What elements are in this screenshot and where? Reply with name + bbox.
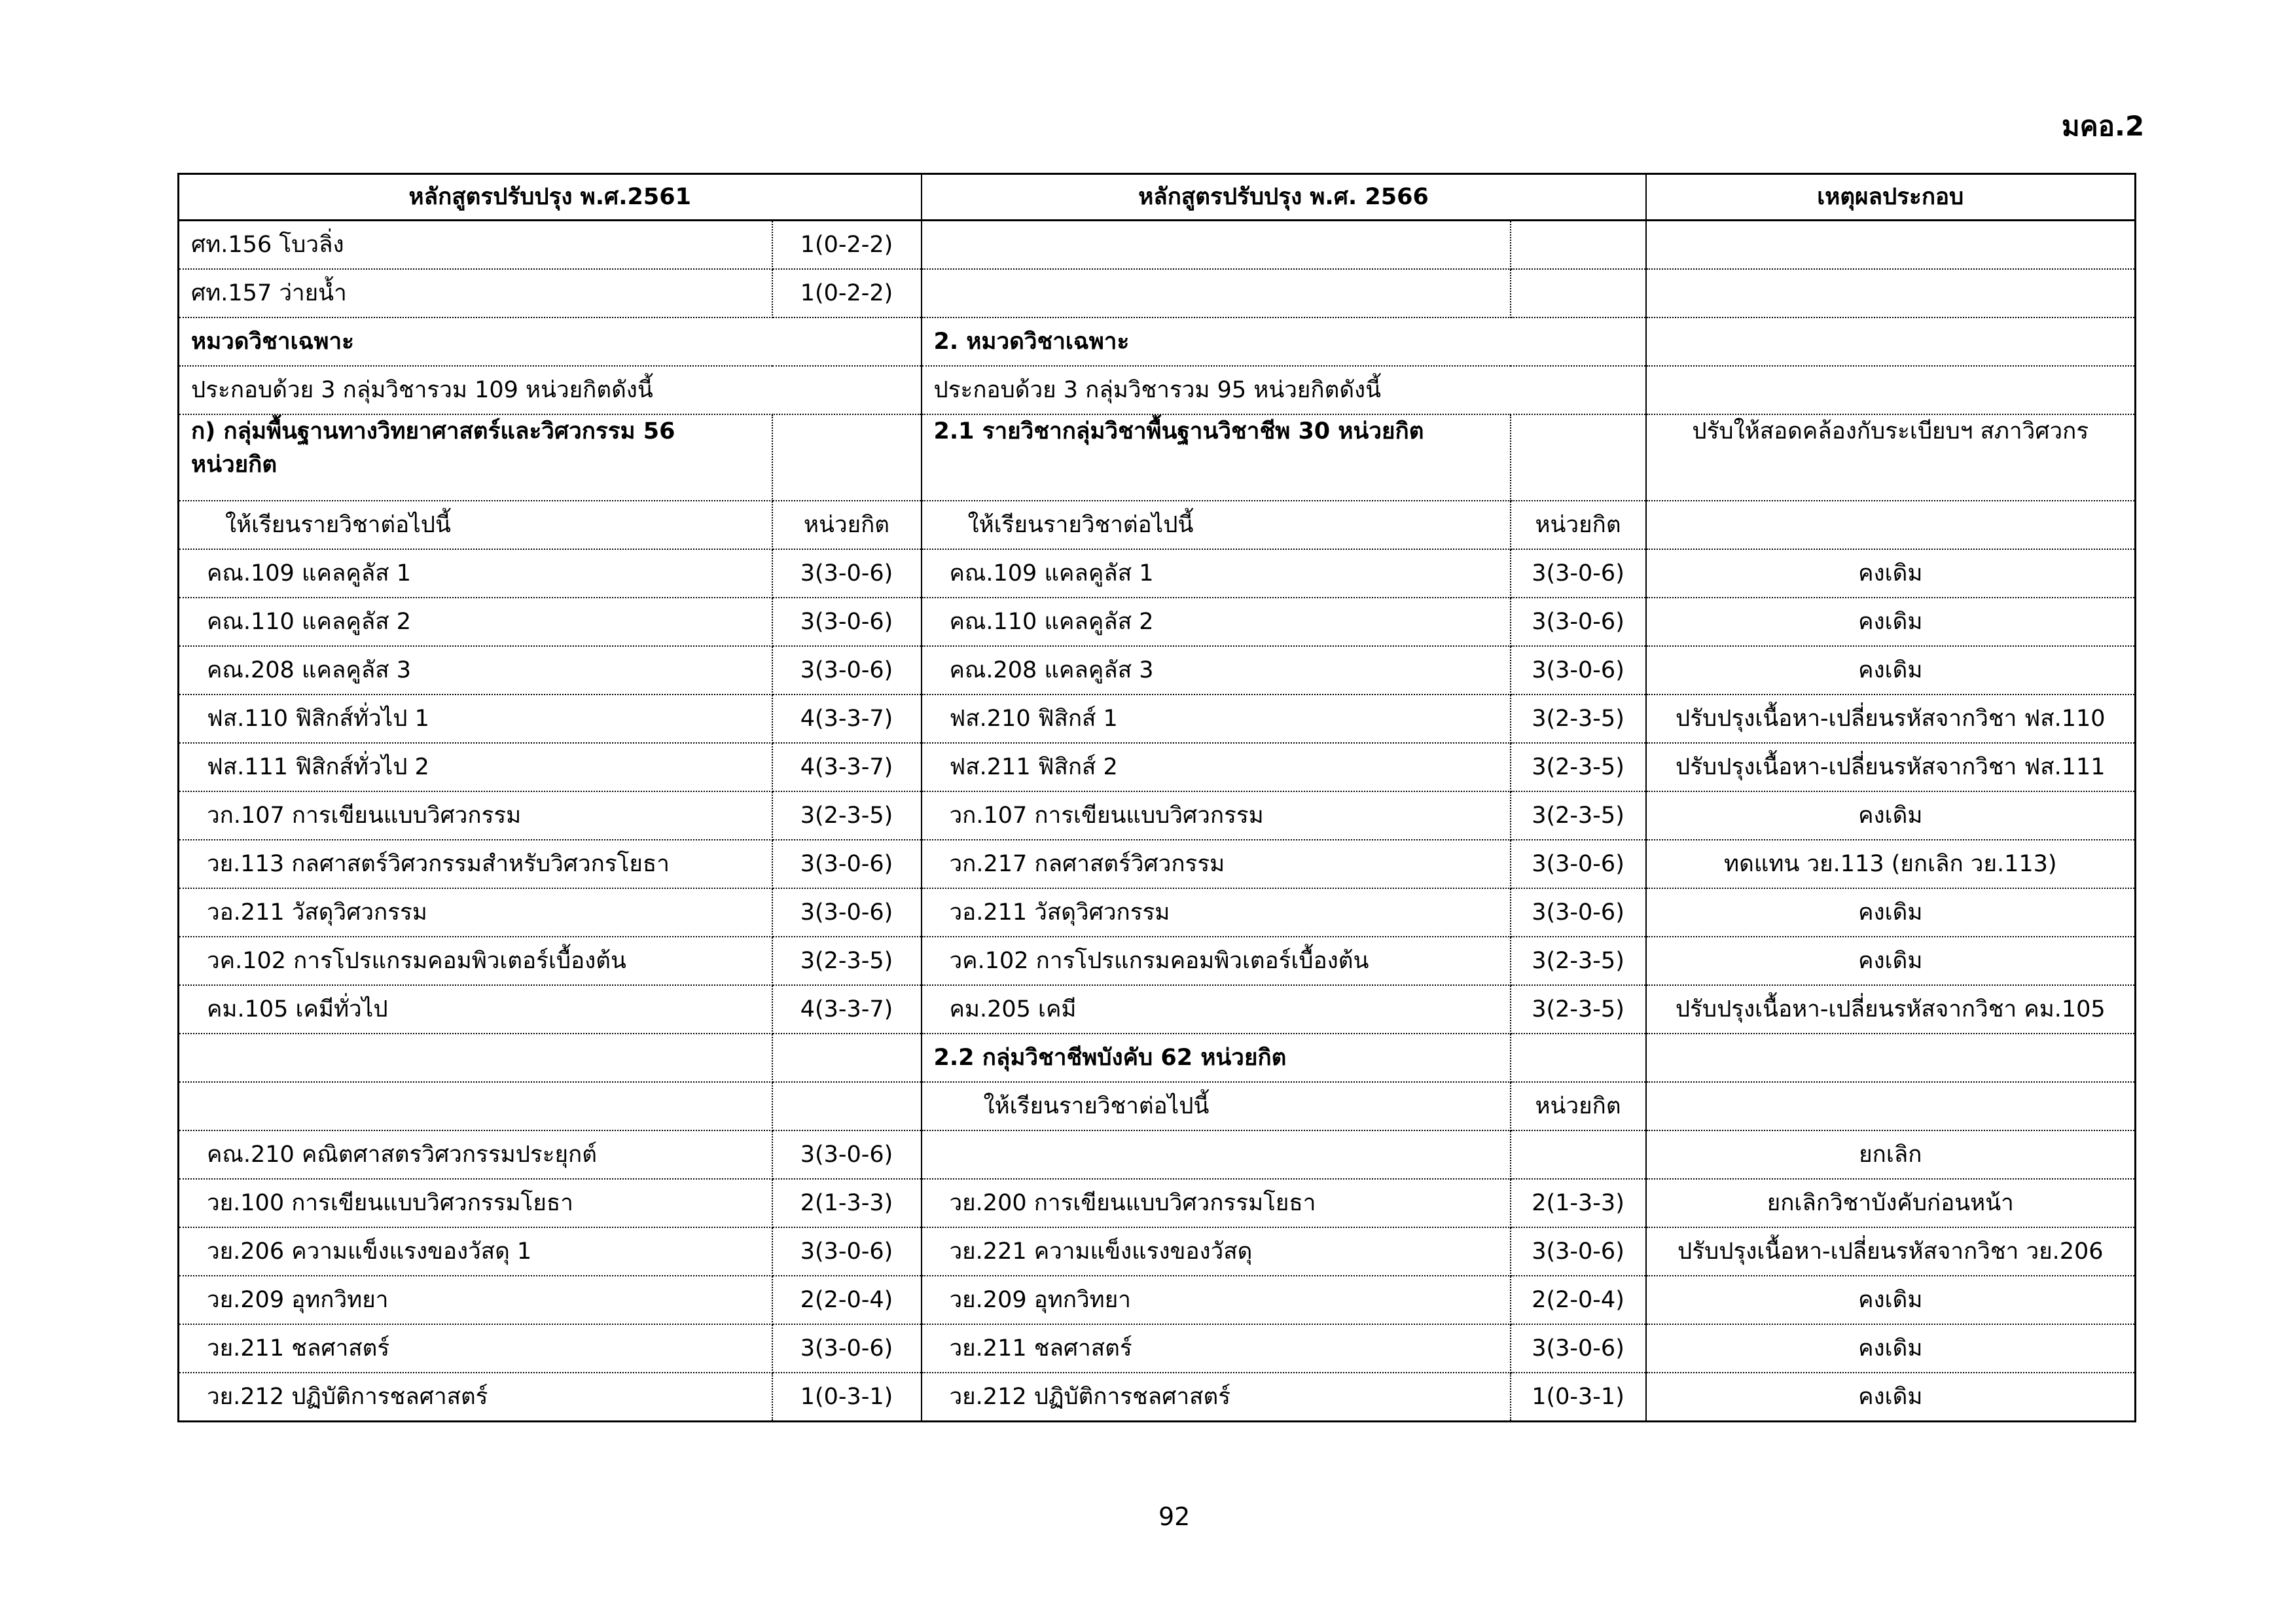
new-section-cell: 2. หมวดวิชาเฉพาะ: [922, 317, 1646, 366]
old-course-cell: วย.212 ปฏิบัติการชลศาสตร์: [179, 1373, 772, 1422]
old-credit-cell: [772, 1082, 922, 1130]
old-course-cell: ให้เรียนรายวิชาต่อไปนี้: [179, 501, 772, 549]
old-course-cell: [179, 1082, 772, 1130]
new-credit-cell: 3(3-0-6): [1511, 646, 1646, 695]
table-row: [179, 1130, 2136, 1179]
old-course-cell: วย.113 กลศาสตร์วิศวกรรมสำหรับวิศวกรโยธา: [179, 840, 772, 888]
new-course-cell: วค.102 การโปรแกรมคอมพิวเตอร์เบื้องต้น: [922, 937, 1511, 985]
header-reason: เหตุผลประกอบ: [1646, 174, 2136, 221]
old-credit-cell: 3(3-0-6): [772, 549, 922, 598]
table-row: [179, 1276, 2136, 1324]
table-row: [179, 1227, 2136, 1276]
reason-cell: ยกเลิกวิชาบังคับก่อนหน้า: [1646, 1179, 2136, 1227]
reason-cell: ปรับปรุงเนื้อหา-เปลี่ยนรหัสจากวิชา ฟส.111: [1646, 743, 2136, 791]
old-course-cell: ฟส.111 ฟิสิกส์ทั่วไป 2: [179, 743, 772, 791]
table-row: [179, 840, 2136, 888]
old-course-cell: วอ.211 วัสดุวิศวกรรม: [179, 888, 772, 937]
header-old-curriculum: หลักสูตรปรับปรุง พ.ศ.2561: [179, 174, 922, 221]
table-row: [179, 549, 2136, 598]
old-course-cell: ศท.156 โบวลิ่ง: [179, 221, 772, 270]
old-course-cell: คณ.110 แคลคูลัส 2: [179, 598, 772, 646]
table-row: [179, 695, 2136, 743]
reason-cell: ปรับปรุงเนื้อหา-เปลี่ยนรหัสจากวิชา วย.206: [1646, 1227, 2136, 1276]
new-credit-cell: 3(2-3-5): [1511, 985, 1646, 1034]
new-course-cell: ฟส.211 ฟิสิกส์ 2: [922, 743, 1511, 791]
table-body: [179, 221, 2136, 1422]
table-row: [179, 501, 2136, 549]
old-course-cell: คม.105 เคมีทั่วไป: [179, 985, 772, 1034]
old-course-cell: วย.100 การเขียนแบบวิศวกรรมโยธา: [179, 1179, 772, 1227]
old-credit-cell: 1(0-2-2): [772, 269, 922, 317]
old-credit-cell: 1(0-3-1): [772, 1373, 922, 1422]
table-row: [179, 598, 2136, 646]
old-credit-cell: [772, 1034, 922, 1082]
reason-cell: ปรับปรุงเนื้อหา-เปลี่ยนรหัสจากวิชา ฟส.110: [1646, 695, 2136, 743]
old-course-cell: วย.211 ชลศาสตร์: [179, 1324, 772, 1373]
new-credit-cell: 3(3-0-6): [1511, 1324, 1646, 1373]
old-course-cell: ศท.157 ว่ายน้ำ: [179, 269, 772, 317]
old-credit-cell: 2(1-3-3): [772, 1179, 922, 1227]
new-credit-cell: หน่วยกิต: [1511, 1082, 1646, 1130]
table-row: [179, 937, 2136, 985]
reason-cell: คงเดิม: [1646, 598, 2136, 646]
new-course-cell: [922, 221, 1511, 270]
reason-cell: [1646, 221, 2136, 270]
reason-cell: [1646, 1034, 2136, 1082]
new-course-cell: คม.205 เคมี: [922, 985, 1511, 1034]
new-course-cell: คณ.109 แคลคูลัส 1: [922, 549, 1511, 598]
new-course-cell: วย.221 ความแข็งแรงของวัสดุ: [922, 1227, 1511, 1276]
table-row: [179, 317, 2136, 366]
new-course-cell: ฟส.210 ฟิสิกส์ 1: [922, 695, 1511, 743]
old-section-cell: หมวดวิชาเฉพาะ: [179, 317, 922, 366]
new-course-cell: คณ.208 แคลคูลัส 3: [922, 646, 1511, 695]
new-credit-cell: [1511, 414, 1646, 501]
new-section-cell: ประกอบด้วย 3 กลุ่มวิชารวม 95 หน่วยกิตดังนี้: [922, 366, 1646, 414]
table-row: [179, 269, 2136, 317]
reason-cell: ปรับปรุงเนื้อหา-เปลี่ยนรหัสจากวิชา คม.105: [1646, 985, 2136, 1034]
old-course-cell: วย.206 ความแข็งแรงของวัสดุ 1: [179, 1227, 772, 1276]
old-credit-cell: 3(3-0-6): [772, 1324, 922, 1373]
old-credit-cell: [772, 414, 922, 501]
new-credit-cell: [1511, 1130, 1646, 1179]
document-code: มคอ.2: [2062, 110, 2145, 142]
new-credit-cell: 3(2-3-5): [1511, 791, 1646, 840]
old-credit-cell: หน่วยกิต: [772, 501, 922, 549]
old-course-cell: วย.209 อุทกวิทยา: [179, 1276, 772, 1324]
table-header-row: [179, 174, 2136, 221]
new-course-cell: คณ.110 แคลคูลัส 2: [922, 598, 1511, 646]
curriculum-comparison-table: [177, 173, 2136, 1422]
old-credit-cell: 3(3-0-6): [772, 1227, 922, 1276]
reason-cell: คงเดิม: [1646, 549, 2136, 598]
reason-cell: คงเดิม: [1646, 1373, 2136, 1422]
new-course-cell: วย.211 ชลศาสตร์: [922, 1324, 1511, 1373]
old-course-cell: คณ.210 คณิตศาสตรวิศวกรรมประยุกต์: [179, 1130, 772, 1179]
new-credit-cell: [1511, 269, 1646, 317]
old-credit-cell: 2(2-0-4): [772, 1276, 922, 1324]
old-credit-cell: 3(3-0-6): [772, 598, 922, 646]
old-credit-cell: 4(3-3-7): [772, 743, 922, 791]
new-credit-cell: 3(2-3-5): [1511, 937, 1646, 985]
old-course-cell: ฟส.110 ฟิสิกส์ทั่วไป 1: [179, 695, 772, 743]
old-credit-cell: 3(3-0-6): [772, 840, 922, 888]
table-row: [179, 646, 2136, 695]
new-course-cell: ให้เรียนรายวิชาต่อไปนี้: [922, 501, 1511, 549]
reason-cell: คงเดิม: [1646, 937, 2136, 985]
new-credit-cell: หน่วยกิต: [1511, 501, 1646, 549]
page-number: 92: [1158, 1502, 1191, 1531]
reason-cell: [1646, 501, 2136, 549]
header-new-curriculum: หลักสูตรปรับปรุง พ.ศ. 2566: [922, 174, 1646, 221]
reason-cell: [1646, 317, 2136, 366]
old-credit-cell: 3(3-0-6): [772, 1130, 922, 1179]
new-credit-cell: [1511, 221, 1646, 270]
old-credit-cell: 1(0-2-2): [772, 221, 922, 270]
reason-cell: [1646, 269, 2136, 317]
new-credit-cell: 3(3-0-6): [1511, 549, 1646, 598]
table-row: [179, 985, 2136, 1034]
new-credit-cell: 3(3-0-6): [1511, 598, 1646, 646]
new-course-cell: วย.200 การเขียนแบบวิศวกรรมโยธา: [922, 1179, 1511, 1227]
table-row: [179, 888, 2136, 937]
old-section-cell: ประกอบด้วย 3 กลุ่มวิชารวม 109 หน่วยกิตดังนี้: [179, 366, 922, 414]
new-course-cell: วก.217 กลศาสตร์วิศวกรรม: [922, 840, 1511, 888]
new-credit-cell: [1511, 1034, 1646, 1082]
table-row: [179, 1179, 2136, 1227]
new-credit-cell: 3(2-3-5): [1511, 743, 1646, 791]
new-credit-cell: 3(3-0-6): [1511, 888, 1646, 937]
table-row: [179, 414, 2136, 501]
reason-cell: คงเดิม: [1646, 888, 2136, 937]
old-credit-cell: 4(3-3-7): [772, 695, 922, 743]
old-course-cell: คณ.109 แคลคูลัส 1: [179, 549, 772, 598]
old-course-cell: [179, 1034, 772, 1082]
old-credit-cell: 3(3-0-6): [772, 888, 922, 937]
new-course-cell: วอ.211 วัสดุวิศวกรรม: [922, 888, 1511, 937]
table-row: [179, 221, 2136, 270]
table-row: [179, 1324, 2136, 1373]
new-course-cell: ให้เรียนรายวิชาต่อไปนี้: [922, 1082, 1511, 1130]
new-credit-cell: 2(2-0-4): [1511, 1276, 1646, 1324]
reason-cell: [1646, 1082, 2136, 1130]
reason-cell: คงเดิม: [1646, 1276, 2136, 1324]
new-credit-cell: 1(0-3-1): [1511, 1373, 1646, 1422]
table-row: [179, 1082, 2136, 1130]
old-course-cell: วค.102 การโปรแกรมคอมพิวเตอร์เบื้องต้น: [179, 937, 772, 985]
table-row: [179, 366, 2136, 414]
new-course-cell: วย.212 ปฏิบัติการชลศาสตร์: [922, 1373, 1511, 1422]
new-credit-cell: 3(2-3-5): [1511, 695, 1646, 743]
new-course-cell: วก.107 การเขียนแบบวิศวกรรม: [922, 791, 1511, 840]
new-credit-cell: 2(1-3-3): [1511, 1179, 1646, 1227]
reason-cell: คงเดิม: [1646, 791, 2136, 840]
new-course-cell: 2.2 กลุ่มวิชาชีพบังคับ 62 หน่วยกิต: [922, 1034, 1511, 1082]
old-credit-cell: 3(2-3-5): [772, 791, 922, 840]
old-credit-cell: 3(2-3-5): [772, 937, 922, 985]
old-credit-cell: 4(3-3-7): [772, 985, 922, 1034]
new-course-cell: [922, 269, 1511, 317]
new-course-cell: 2.1 รายวิชากลุ่มวิชาพื้นฐานวิชาชีพ 30 หน่วยกิต: [922, 414, 1511, 501]
reason-cell: คงเดิม: [1646, 646, 2136, 695]
old-course-cell: วก.107 การเขียนแบบวิศวกรรม: [179, 791, 772, 840]
new-course-cell: วย.209 อุทกวิทยา: [922, 1276, 1511, 1324]
reason-cell: [1646, 366, 2136, 414]
table-row: [179, 1373, 2136, 1422]
old-credit-cell: 3(3-0-6): [772, 646, 922, 695]
table-row: [179, 743, 2136, 791]
new-credit-cell: 3(3-0-6): [1511, 1227, 1646, 1276]
reason-cell: ทดแทน วย.113 (ยกเลิก วย.113): [1646, 840, 2136, 888]
table-row: [179, 791, 2136, 840]
reason-cell: คงเดิม: [1646, 1324, 2136, 1373]
new-course-cell: [922, 1130, 1511, 1179]
reason-cell: ยกเลิก: [1646, 1130, 2136, 1179]
new-credit-cell: 3(3-0-6): [1511, 840, 1646, 888]
table-row: [179, 1034, 2136, 1082]
reason-cell: ปรับให้สอดคล้องกับระเบียบฯ สภาวิศวกร: [1646, 414, 2136, 501]
old-course-cell: ก) กลุ่มพื้นฐานทางวิทยาศาสตร์และวิศวกรรม 56 หน่วยกิต: [179, 414, 772, 501]
old-course-cell: คณ.208 แคลคูลัส 3: [179, 646, 772, 695]
